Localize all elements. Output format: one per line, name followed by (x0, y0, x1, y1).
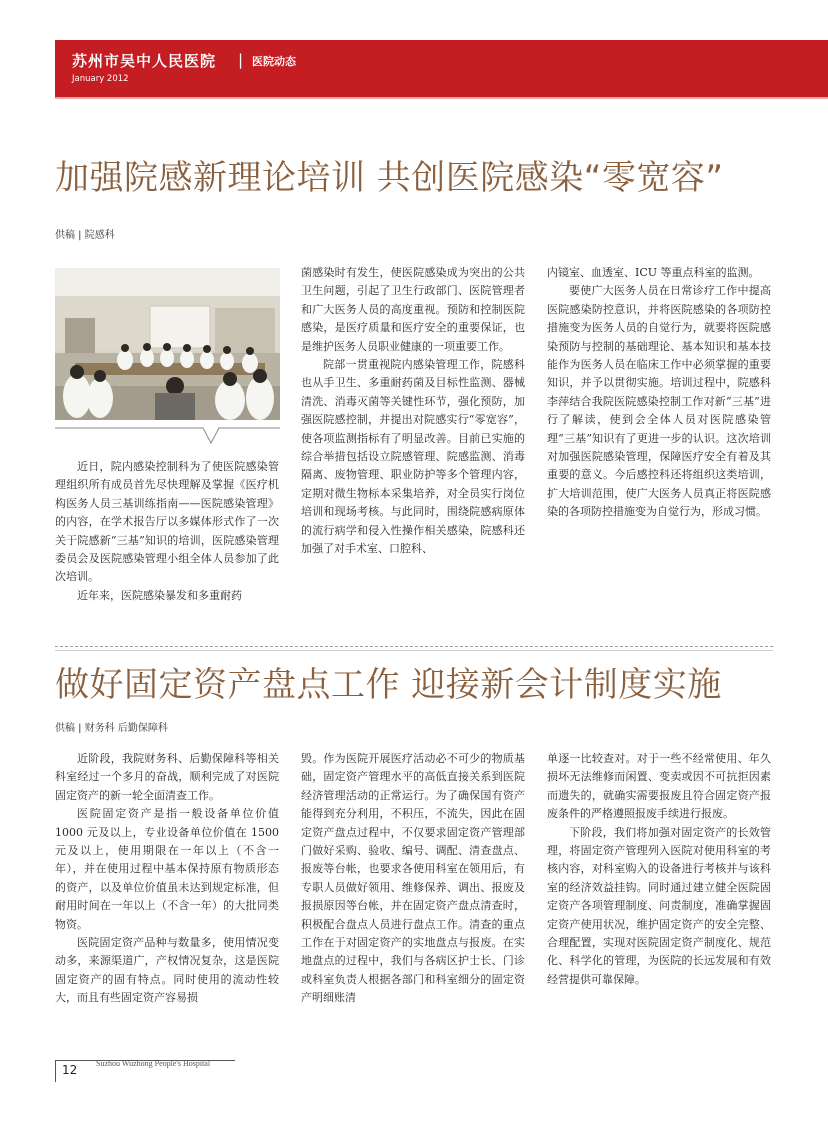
paragraph: 近日，院内感染控制科为了使医院感染管理组织所有成员首先尽快理解及掌握《医疗机构医务人员三基训练指南——医院感染管理》的内容，在学术报告厅以多媒体形式作了一次关于院感新“三基”知识的培训，医院感染管理委员会及医院感染管理小组全体人员参加了此次培训。 (55, 460, 279, 584)
publication-title: 苏州市吴中人民医院 (72, 52, 217, 70)
footer-hospital-name: Suzhou Wuzhong People's Hospital (96, 1059, 211, 1068)
masthead-accent-line (55, 97, 828, 99)
footer-rule-vertical (55, 1060, 56, 1082)
paragraph: 单逐一比较查对。对于一些不经常使用、年久损坏无法维修而闲置、变卖或因不可抗拒因素而遗失的，就确实需要报废且符合固定资产报废条件的严格遵照报废手续进行报废。 (547, 752, 771, 821)
photo-caption-pointer (55, 427, 280, 445)
paragraph: 近阶段，我院财务科、后勤保障科等相关科室经过一个多月的奋战，顺利完成了对医院固定资产的新一轮全面清查工作。 (55, 752, 279, 802)
article-divider (55, 646, 773, 647)
paragraph: 内镜室、血透室、ICU 等重点科室的监测。 (547, 266, 760, 279)
paragraph: 要使广大医务人员在日常诊疗工作中提高医院感染防控意识，并将医院感染的各项防控措施变为医务人员的自觉行为，就要将医院感染预防与控制的基础理论、基本知识和基本技能作为医务人员在临床工作中必须掌握的重要知识，并予以贯彻实施。培训过程中，院感科李萍结合我院医院感染控制工作对新“三基”进行了解读，使到会全体人员对医院感染管理“三基”知识有了更进一步的认识。这次培训对加强医院感染管理，保障医疗安全有着及其重要的意义。今后感控科还将组织这类培训，扩大培训范围，使广大医务人员真正将医院感染的各项防控措施变为自觉行为，形成习惯。 (547, 284, 771, 519)
article2-column-2 (301, 750, 525, 1008)
paragraph: 菌感染时有发生，使医院感染成为突出的公共卫生问题，引起了卫生行政部门、医院管理者和广大医务人员的高度重视。预防和控制医院感染，是医疗质量和医疗安全的重要保证，也是维护医务人员职业健康的一项重要工作。 (301, 266, 525, 353)
article1-column-3 (547, 264, 771, 522)
section-name: 医院动态 (252, 55, 296, 68)
article1-column-2 (301, 264, 525, 559)
paragraph: 院部一贯重视院内感染管理工作，院感科也从手卫生、多重耐药菌及目标性监测、器械清洗、消毒灭菌等关键性环节，强化预防，加强医院感控制，并提出对院感实行“零宽容”，使各项监测指标有了明显改善。目前已实施的综合举措包括设立院感管理、院感监测、消毒隔离、废物管理、职业防护等多个管理内容，定期对微生物标本采集培养，对全员实行岗位培训和现场考核。与此同时，围绕院感病原体的流行病学和侵入性操作相关感染，院感科还加强了对手术室、口腔科、 (301, 358, 525, 556)
header-separator: | (238, 51, 244, 69)
article-divider-shadow (55, 650, 773, 651)
training-photo (55, 268, 280, 420)
paragraph: 毁。作为医院开展医疗活动必不可少的物质基础，固定资产管理水平的高低直接关系到医院经济管理活动的正常运行。为了确保国有资产能得到充分利用，不积压，不流失，因此在固定资产盘点过程中，不仅要求固定资产管理部门做好采购、验收、编号、调配、清查盘点、报废等台帐，也要求各使用科室在领用后，有专职人员做好领用、维修保养、调出、报废及报损原因等台帐，并在固定资产盘点清查时，积极配合盘点人员进行盘点工作。清查的重点工作在于对固定资产的实地盘点与报废。在实地盘点的过程中，我们与各病区护士长、门诊或科室负责人根据各部门和科室细分的固定资产明细账清 (301, 752, 525, 1005)
paragraph: 医院固定资产是指一般设备单位价值 1000 元及以上，专业设备单位价值在 1500 元及以上，使用期限在一年以上（不含一年），并在使用过程中基本保持原有物质形态的资产，以及单位价值虽未达到规定标准，但耐用时间在一年以上（不含一年）的大批同类物资。 (55, 807, 279, 931)
article2-column-1 (55, 750, 279, 1008)
paragraph: 近年来，医院感染暴发和多重耐药 (77, 588, 242, 602)
article1-title: 加强院感新理论培训 共创医院感染“零宽容” (55, 158, 724, 198)
article1-column-1 (55, 458, 279, 605)
article2-column-3 (547, 750, 771, 989)
issue-date: January 2012 (72, 74, 129, 84)
paragraph: 医院固定资产品种与数量多，使用情况变动多，来源渠道广，产权情况复杂，这是医院固定资产的固有特点。同时使用的流动性较大，而且有些固定资产容易损 (55, 936, 279, 1005)
page-number: 12 (62, 1063, 78, 1077)
article2-byline: 供稿 | 财务科 后勤保障科 (55, 723, 168, 734)
paragraph: 下阶段，我们将加强对固定资产的长效管理，将固定资产管理列入医院对使用科室的考核内容，对科室购入的设备进行考核并与该科室的经济效益挂钩。同时通过建立健全医院固定资产各项管理制度、问责制度，准确掌握固定资产使用状况，维护固定资产的安全完整、合理配置，实现对医院固定资产制度化、规范化、科学化的管理，为医院的长远发展和有效经营提供可靠保障。 (547, 825, 771, 986)
article1-byline: 供稿 | 院感科 (55, 230, 115, 241)
article2-title: 做好固定资产盘点工作 迎接新会计制度实施 (55, 665, 722, 705)
masthead-bar (55, 40, 828, 97)
